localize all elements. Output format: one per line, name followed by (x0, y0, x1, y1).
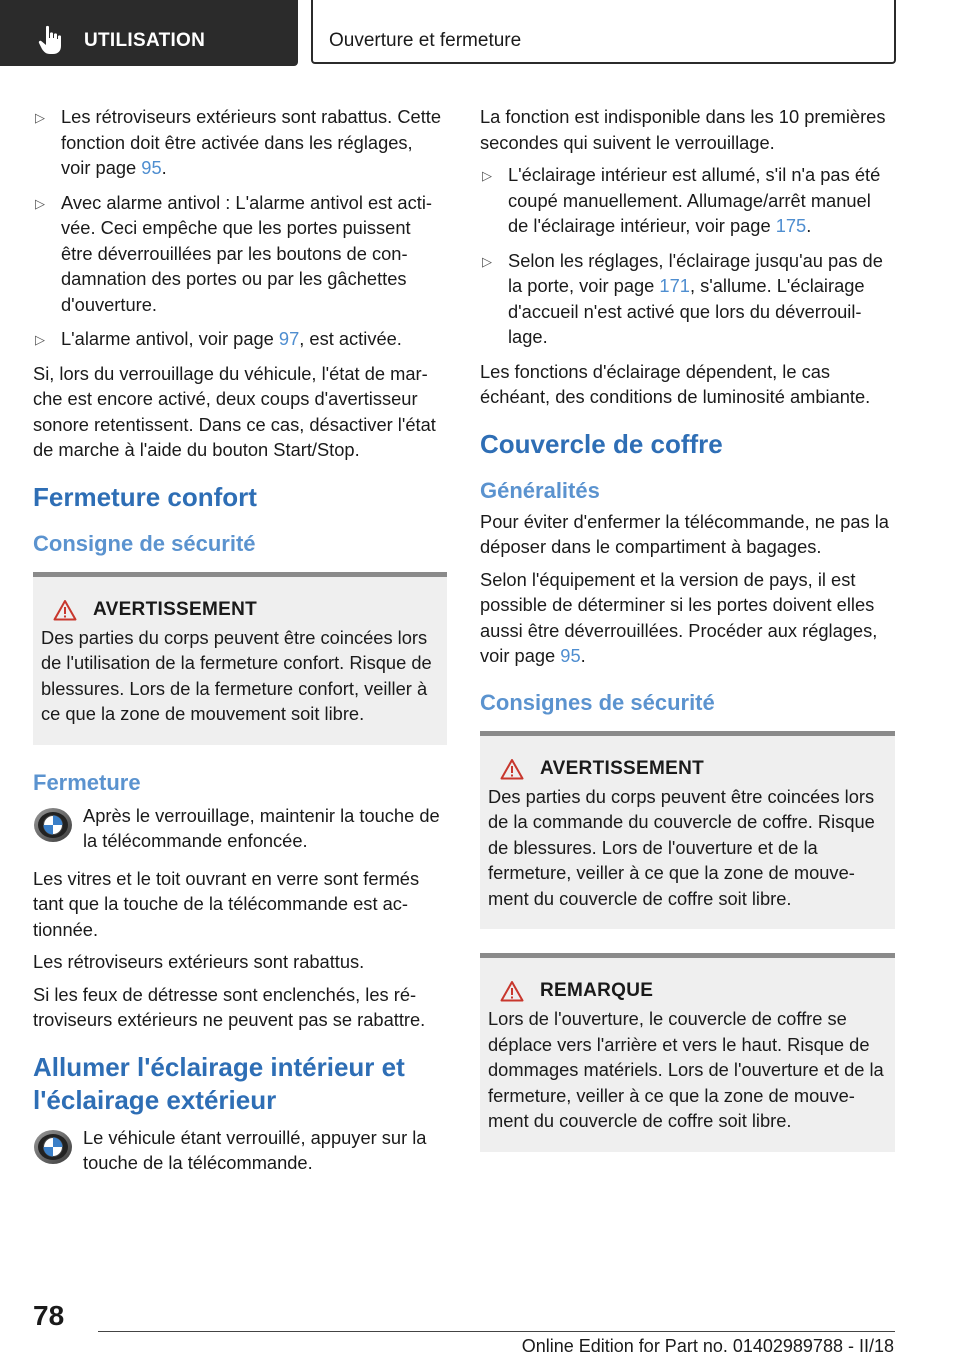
page-link[interactable]: 175 (775, 215, 807, 236)
list-item: ▷ Selon les réglages, l'éclairage jusqu'au pas de la porte, voir page 171, s'allume. L'éclairage d'accueil n'est activé que lors du déverrouillage. (482, 249, 883, 347)
warning-box (480, 731, 895, 930)
paragraph: Les fonctions d'éclairage dépendent, le cas échéant, des conditions de luminosité ambiante. (480, 360, 871, 407)
page-link[interactable]: 95 (141, 157, 162, 178)
bmw-remote-key-icon (33, 805, 73, 845)
page-link[interactable]: 171 (659, 275, 690, 296)
page-link[interactable]: 97 (278, 328, 300, 349)
notice-text: Lors de l'ouverture, le couvercle de coffre se déplace vers l'arrière et vers le haut. Risque de dommages matériels. Lors de l'ouverture et de la fermeture, veiller à ce que la zone de mouvement du couvercle de coffre soit libre. (488, 1008, 884, 1131)
remote-instruction (33, 803, 447, 854)
triangle-bullet-icon: ▷ (35, 110, 45, 125)
list-item: ▷ L'éclairage intérieur est allumé, s'il n'a pas été coupé manuellement. Allumage/arrêt manuel de l'éclairage intérieur, voir page 175. (482, 164, 881, 236)
heading-allumer-eclairage: Allumer l'éclairage intérieur et l'éclairage extérieur (33, 1051, 405, 1115)
warning-title: AVERTISSEMENT (540, 757, 705, 779)
paragraph: La fonction est indisponible dans les 10 premières secondes qui suivent le verrouillage. (480, 106, 886, 153)
chapter-title-box (311, 0, 896, 64)
triangle-bullet-icon: ▷ (35, 332, 45, 347)
chapter-title: Ouverture et fermeture (329, 30, 522, 51)
heading-generalites: Généralités (480, 477, 600, 503)
heading-fermeture-confort: Fermeture confort (33, 481, 257, 512)
hand-pointer-icon (38, 25, 64, 55)
heading-consigne-securite: Consigne de sécurité (33, 530, 256, 556)
heading-couvercle-coffre: Couvercle de coffre (480, 428, 723, 459)
paragraph: Le véhicule étant verrouillé, appuyer sur la touche de la télécommande. (83, 1126, 427, 1173)
paragraph: Les vitres et le toit ouvrant en verre sont fermés tant que la touche de la télécommande est actionnée. (33, 867, 420, 940)
warning-triangle-icon (53, 599, 77, 621)
paragraph: Les rétroviseurs extérieurs sont rabattus. (33, 951, 365, 972)
footer-divider (98, 1331, 895, 1332)
warning-triangle-icon (500, 980, 524, 1002)
paragraph: Selon l'équipement et la version de pays, il est possible de déterminer si les portes doivent elles aussi être déverrouillées. Procéder aux réglages, voir page 95. (480, 568, 878, 666)
heading-fermeture: Fermeture (33, 769, 141, 795)
bmw-remote-key-icon (33, 1127, 73, 1167)
page-link[interactable]: 95 (560, 645, 581, 666)
warning-box (33, 572, 447, 745)
paragraph: Pour éviter d'enfermer la télécommande, ne pas la déposer dans le compartiment à bagages. (480, 510, 889, 557)
warning-title: AVERTISSEMENT (93, 598, 258, 620)
left-column (33, 104, 447, 1188)
paragraph: Après le verrouillage, maintenir la touche de la télécommande enfoncée. (83, 804, 440, 851)
warning-text: Des parties du corps peuvent être coincées lors de la commande du couvercle de coffre. Risque de blessures. Lors de l'ouverture et de la fermeture, veiller à ce que la zone de mouvement du couvercle de coffre soit libre. (488, 785, 875, 909)
notice-title: REMARQUE (540, 980, 654, 1001)
right-column (480, 104, 895, 1176)
warning-text: Des parties du corps peuvent être coincées lors de l'utilisation de la fermeture confort. Risque de blessures. Lors de la fermeture confort, veiller à ce que la zone de mouvement soit libre. (41, 626, 432, 724)
list-item: ▷ L'alarme antivol, voir page 97, est activée. (33, 326, 447, 352)
paragraph: Si, lors du verrouillage du véhicule, l'état de marche est encore activé, deux coups d'avertisseur sonore retentissent. Dans ce cas, désactiver l'état de marche à l'aide du bouton Start/Stop. (33, 362, 436, 460)
page-number: 78 (33, 1300, 65, 1331)
list-item: ▷ Avec alarme antivol : L'alarme antivol est activée. Ceci empêche que les portes puissent être déverrouillées par les boutons de condamnation des portes ou par les gâchettes d'ouverture. (35, 191, 432, 315)
page-header (0, 0, 960, 66)
remote-instruction (33, 1125, 447, 1176)
section-label: UTILISATION (84, 30, 206, 51)
notice-box (480, 953, 895, 1152)
paragraph: Si les feux de détresse sont enclenchés, les rétroviseurs extérieurs ne peuvent pas se rabattre. (33, 983, 426, 1030)
triangle-bullet-icon: ▷ (482, 253, 492, 269)
warning-triangle-icon (500, 758, 524, 780)
edition-text: Online Edition for Part no. 01402989788 - II/18 (521, 1336, 894, 1356)
section-tab (0, 0, 298, 66)
list-item: ▷ Les rétroviseurs extérieurs sont rabattus. Cette fonction doit être activée dans les réglages, voir page 95. (35, 106, 442, 178)
heading-consignes-securite: Consignes de sécurité (480, 689, 715, 715)
triangle-bullet-icon: ▷ (482, 168, 492, 183)
triangle-bullet-icon: ▷ (35, 195, 45, 211)
